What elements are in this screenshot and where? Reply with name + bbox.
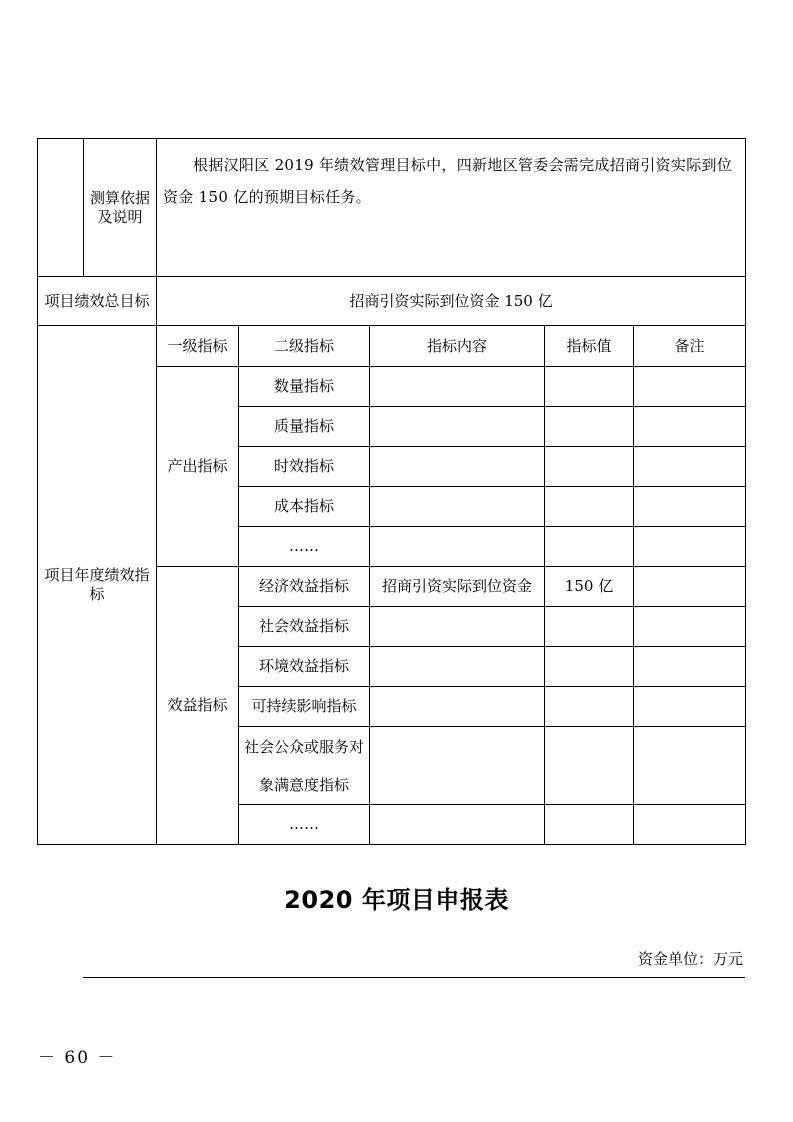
value-cell [545,805,634,845]
value-cell [545,647,634,687]
overall-goal-value: 招商引资实际到位资金 150 亿 [157,277,746,326]
note-cell [634,527,746,567]
value-cell [545,367,634,407]
document-title: 2020 年项目申报表 [284,886,509,914]
value-cell [545,487,634,527]
table-header-row [38,326,746,367]
page-number: － 60 － [38,1048,117,1068]
level2-cell: …… [239,805,370,845]
content-cell [370,607,545,647]
value-cell [545,527,634,567]
note-cell [634,407,746,447]
basis-label: 测算依据及说明 [84,139,157,277]
note-cell [634,647,746,687]
note-cell [634,487,746,527]
note-cell [634,567,746,607]
header-note: 备注 [634,326,746,367]
horizontal-rule [83,977,745,978]
output-indicator-label: 产出指标 [157,367,239,567]
level2-cell: 时效指标 [239,447,370,487]
note-cell [634,447,746,487]
blank-cell [38,139,84,277]
level2-cell: 数量指标 [239,367,370,407]
value-cell [545,447,634,487]
level2-cell: 可持续影响指标 [239,687,370,727]
value-cell [545,687,634,727]
content-cell [370,407,545,447]
basis-text: 根据汉阳区 2019 年绩效管理目标中，四新地区管委会需完成招商引资实际到位资金 150 亿的预期目标任务。 [157,139,746,277]
currency-unit-label: 资金单位：万元 [637,950,743,968]
level2-cell: 经济效益指标 [239,567,370,607]
content-cell [370,527,545,567]
level2-cell: 社会公众或服务对象满意度指标 [239,727,370,805]
level2-cell: 成本指标 [239,487,370,527]
value-cell [545,407,634,447]
note-cell [634,687,746,727]
content-cell [370,727,545,805]
value-cell [545,607,634,647]
content-cell [370,647,545,687]
header-content: 指标内容 [370,326,545,367]
level2-cell: …… [239,527,370,567]
overall-goal-label: 项目绩效总目标 [38,277,157,326]
content-cell [370,487,545,527]
header-level2: 二级指标 [239,326,370,367]
content-cell [370,447,545,487]
note-cell [634,727,746,805]
header-level1: 一级指标 [157,326,239,367]
performance-table [37,138,746,845]
content-cell [370,687,545,727]
basis-row [38,139,746,277]
note-cell [634,805,746,845]
annual-indicator-label: 项目年度绩效指标 [38,326,157,845]
content-cell: 招商引资实际到位资金 [370,567,545,607]
header-value: 指标值 [545,326,634,367]
benefit-indicator-label: 效益指标 [157,567,239,845]
level2-cell: 质量指标 [239,407,370,447]
value-cell [545,727,634,805]
value-cell: 150 亿 [545,567,634,607]
content-cell [370,367,545,407]
level2-cell: 环境效益指标 [239,647,370,687]
overall-goal-row [38,277,746,326]
level2-cell: 社会效益指标 [239,607,370,647]
content-cell [370,805,545,845]
note-cell [634,367,746,407]
note-cell [634,607,746,647]
